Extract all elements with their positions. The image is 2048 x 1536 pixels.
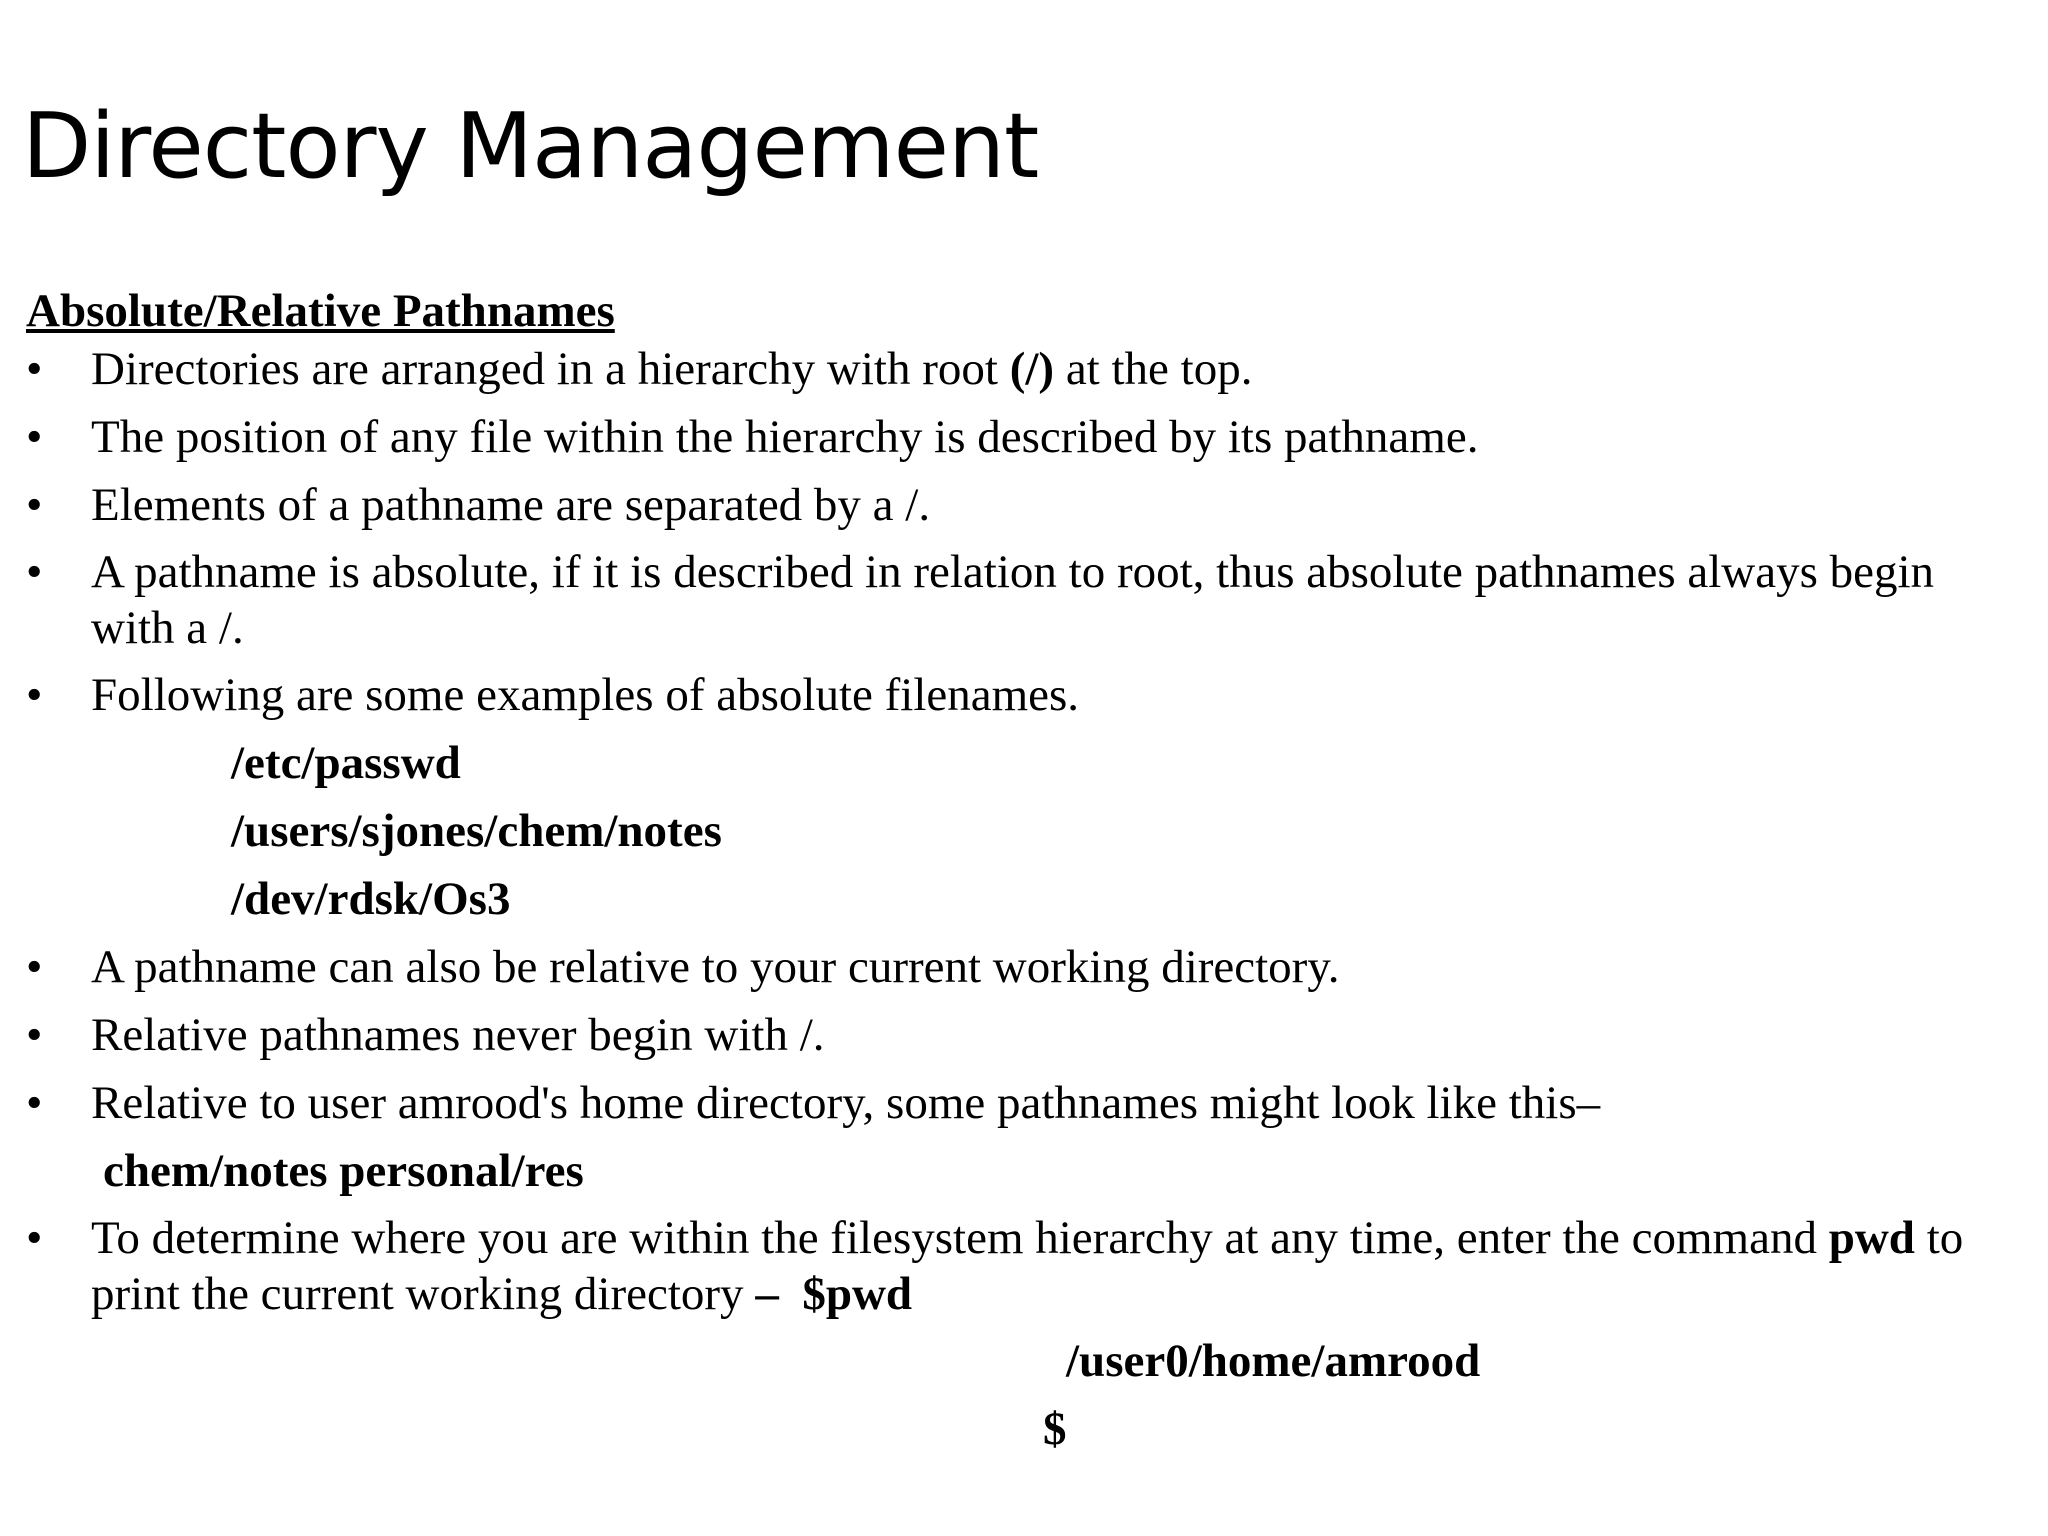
bullet-dot: • [26,1009,43,1061]
root-symbol: (/) [1009,343,1055,395]
dash-separator: – [755,1268,779,1320]
bullet-item [26,1210,2016,1322]
bullet-item [26,666,2016,724]
bullet-dot: • [26,1077,43,1129]
prompt-command: $pwd [802,1268,913,1320]
bullet-item [26,1006,2016,1064]
bullet-text: To determine where you are within the filesystem hierarchy at any time, enter the command [91,1212,1829,1264]
absolute-path-example: /etc/passwd [231,737,461,789]
bullet-text: Directories are arranged in a hierarchy with root [91,343,1010,395]
absolute-path-example: /dev/rdsk/Os3 [231,873,511,925]
bullet-item [26,1074,2016,1132]
bullet-dot: • [26,411,43,463]
bullet-dot: • [26,479,43,531]
bullet-item [26,408,2016,466]
bullet-text: Relative pathnames never begin with /. [91,1009,825,1061]
bullet-item [26,544,2016,656]
bullet-item [26,476,2016,534]
bullet-text: A pathname is absolute, if it is described in relation to root, thus absolute pathnames always begin with a /. [91,546,1935,654]
slide-body [26,282,2016,1468]
bullet-item [26,938,2016,996]
bullet-dot: • [26,1212,43,1264]
slide-title: Directory Management [22,94,1039,199]
bullet-text: at the top. [1054,343,1253,395]
bullet-dot: • [26,941,43,993]
bullet-text: Following are some examples of absolute filenames. [91,669,1080,721]
bullet-text: Relative to user amrood's home directory, some pathnames might look like this– [91,1077,1601,1129]
bullet-text: Elements of a pathname are separated by a /. [91,479,931,531]
pwd-output-directory: /user0/home/amrood [1066,1335,1481,1387]
bullet-text: to print the current working directory [91,1212,1964,1320]
bullet-item [26,340,2016,398]
relative-path-examples: chem/notes personal/res [103,1145,584,1197]
section-subheading: Absolute/Relative Pathnames [26,285,615,337]
bullet-text: The position of any file within the hierarchy is described by its pathname. [91,411,1479,463]
bullet-text: A pathname can also be relative to your current working directory. [91,941,1340,993]
bullet-dot: • [26,669,43,721]
shell-prompt: $ [1043,1403,1067,1455]
absolute-path-example: /users/sjones/chem/notes [231,805,722,857]
bullet-dot: • [26,546,43,598]
bullet-dot: • [26,343,43,395]
pwd-command: pwd [1828,1212,1915,1264]
